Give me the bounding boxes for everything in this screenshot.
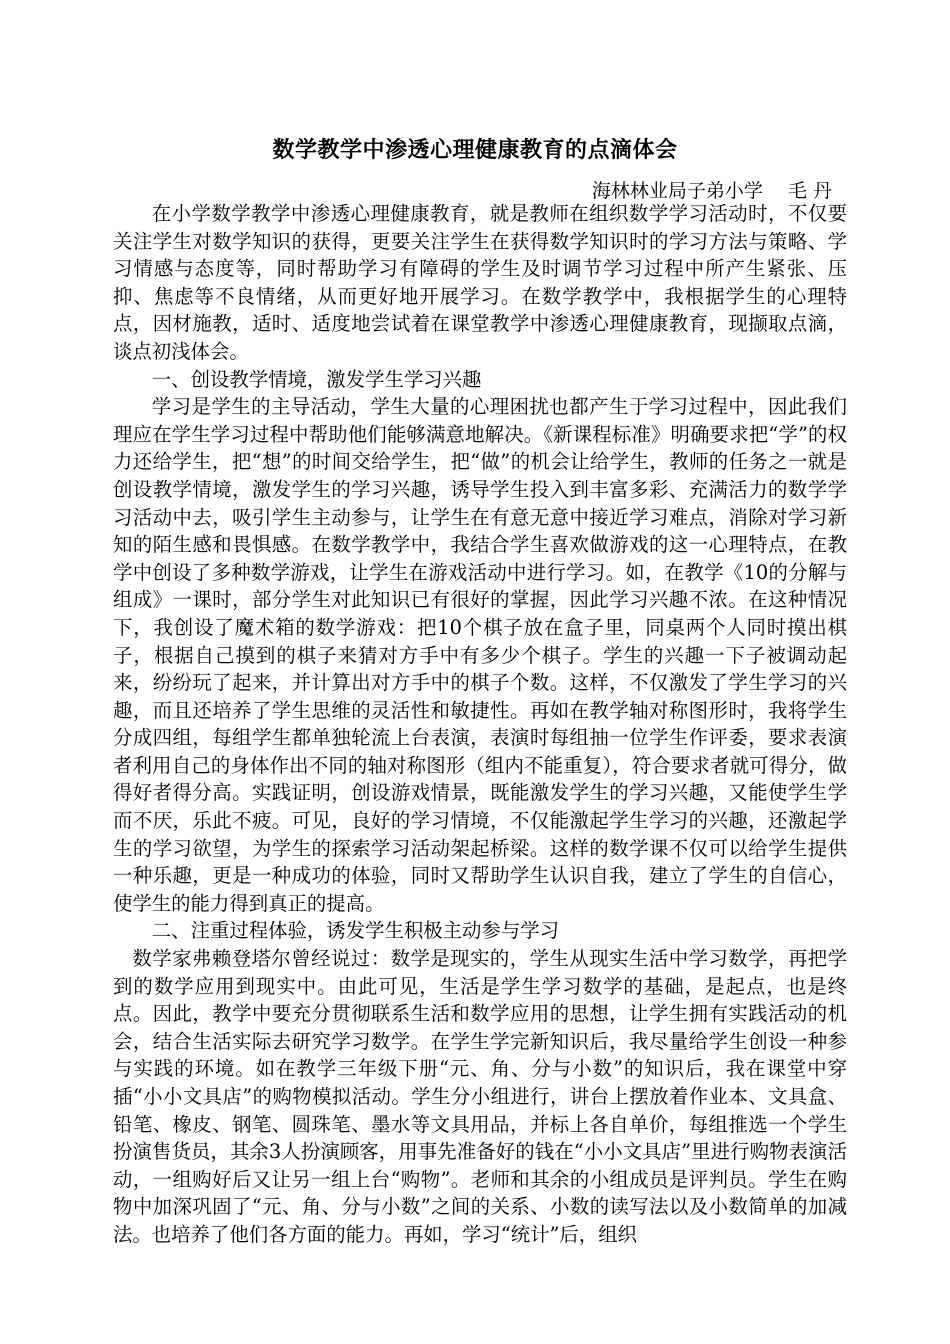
paragraph-intro: 在小学数学教学中渗透心理健康教育，就是教师在组织数学学习活动时，不仅要关注学生对数学知识的获得，更要关注学生在获得数学知识时的学习方法与策略、学习情感与态度等，同时帮助学习有障碍的学生及时调节学习过程中所产生紧张、压抑、焦虑等不良情绪，从而更好地开展学习。在数学教学中，我根据学生的心理特点，因材施教，适时、适度地尝试着在课堂教学中渗透心理健康教育，现撷取点滴，谈点初浅体会。	[113, 202, 847, 363]
document-title: 数学教学中渗透心理健康教育的点滴体会	[272, 138, 678, 163]
section-heading-2: 二、注重过程体验，诱发学生积极主动参与学习	[151, 919, 559, 943]
section-heading-1: 一、创设教学情境，激发学生学习兴趣	[151, 367, 482, 391]
document-author: 海林林业局子弟小学 毛 丹	[591, 180, 832, 202]
paragraph-section-2: 数学家弗赖登塔尔曾经说过：数学是现实的，学生从现实生活中学习数学，再把学到的数学应用到现实中。由此可见，生活是学生学习数学的基础，是起点，也是终点。因此，教学中要充分贯彻联系生活和数学应用的思想，让学生拥有实践活动的机会，结合生活实际去研究学习数学。在学生学完新知识后，我尽量给学生创设一种参与实践的环境。如在教学三年级下册“元、角、分与小数”的知识后，我在课堂中穿插“小小文具店”的购物模拟活动。学生分小组进行，讲台上摆放着作业本、文具盒、铅笔、橡皮、钢笔、圆珠笔、墨水等文具用品，并标上各自单价，每组推选一个学生扮演售货员，其余3人扮演顾客，用事先准备好的钱在“小小文具店”里进行购物表演活动，一组购好后又让另一组上台“购物”。老师和其余的小组成员是评判员。学生在购物中加深巩固了“元、角、分与小数”之间的关系、小数的读写法以及小数简单的加减法。也培养了他们各方面的能力。再如，学习“统计”后，组织	[113, 947, 847, 1246]
paragraph-section-1: 学习是学生的主导活动，学生大量的心理困扰也都产生于学习过程中，因此我们理应在学生学习过程中帮助他们能够满意地解决。《新课程标准》明确要求把“学”的权力还给学生，把“想”的时间交给学生，把“做”的机会让给学生，教师的任务之一就是创设教学情境，激发学生的学习兴趣，诱导学生投入到丰富多彩、充满活力的数学学习活动中去，吸引学生主动参与，让学生在有意无意中接近学习难点，消除对学习新知的陌生感和畏惧感。在数学教学中，我结合学生喜欢做游戏的这一心理特点，在教学中创设了多种数学游戏，让学生在游戏活动中进行学习。如，在教学《10的分解与组成》一课时，部分学生对此知识已有很好的掌握，因此学习兴趣不浓。在这种情况下，我创设了魔术箱的数学游戏：把10个棋子放在盒子里，同桌两个人同时摸出棋子，根据自己摸到的棋子来猜对方手中有多少个棋子。学生的兴趣一下子被调动起来，纷纷玩了起来，并计算出对方手中的棋子个数。这样，不仅激发了学生学习的兴趣，而且还培养了学生思维的灵活性和敏捷性。再如在教学轴对称图形时，我将学生分成四组，每组学生都单独轮流上台表演，表演时每组抽一位学生作评委，要求表演者利用自己的身体作出不同的轴对称图形（组内不能重复），符合要求者就可得分，做得好者得分高。实践证明，创设游戏情景，既能激发学生的学习兴趣，又能使学生学而不厌，乐此不疲。可见，良好的学习情境，不仅能激起学生学习的兴趣，还激起学生的学习欲望，为学生的探索学习活动架起桥梁。这样的数学课不仅可以给学生提供一种乐趣，更是一种成功的体验，同时又帮助学生认识自我，建立了学生的自信心，使学生的能力得到真正的提高。	[113, 395, 847, 915]
document-body	[113, 200, 847, 1249]
